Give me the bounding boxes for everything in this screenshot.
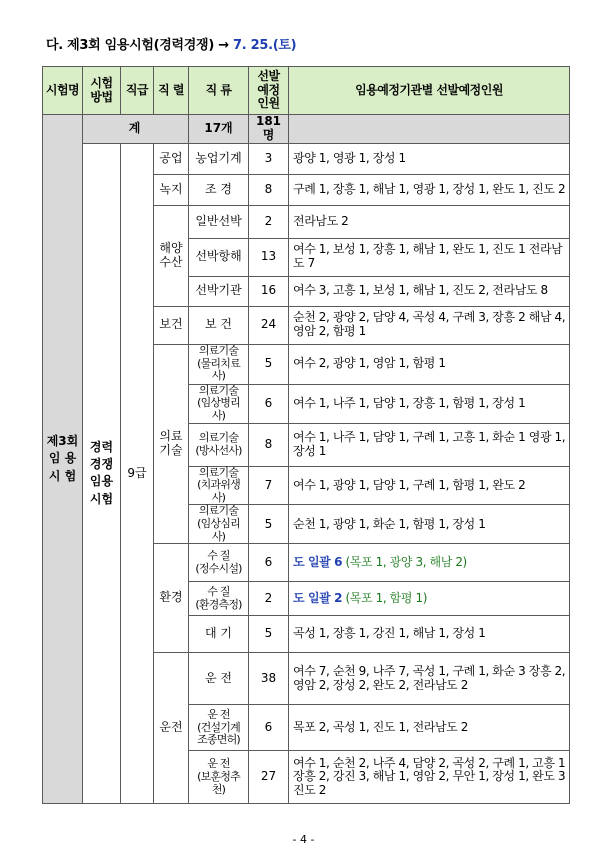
col-job-series: 직 렬	[154, 67, 189, 115]
agencies-cell: 여수 2, 광양 1, 영암 1, 함평 1	[289, 344, 570, 384]
job-type-cell: 운 전 (보훈청추천)	[189, 751, 249, 804]
exam-method-cell: 경력 경쟁 임용 시험	[83, 143, 121, 804]
agencies-cell: 여수 1, 보성 1, 장흥 1, 해남 1, 완도 1, 진도 1 전라남도 7	[289, 238, 570, 276]
agencies-cell: 순천 1, 광양 1, 화순 1, 함평 1, 장성 1	[289, 505, 570, 544]
heading-date: 7. 25.(토)	[233, 38, 297, 53]
header-row	[43, 67, 570, 115]
count-cell: 6	[249, 544, 289, 582]
count-cell: 2	[249, 582, 289, 616]
count-cell: 7	[249, 466, 289, 505]
job-type-cell: 농업기계	[189, 143, 249, 174]
job-type-cell: 선박기관	[189, 276, 249, 306]
job-type-cell: 의료기술 (치과위생사)	[189, 466, 249, 505]
total-row	[43, 115, 570, 144]
job-type-cell: 의료기술 (물리치료사)	[189, 344, 249, 384]
section-heading	[46, 34, 296, 53]
job-type-cell: 보 건	[189, 306, 249, 344]
job-series-cell: 운전	[154, 653, 189, 804]
job-series-cell: 환경	[154, 544, 189, 653]
job-type-cell: 대 기	[189, 616, 249, 653]
agencies-cell	[289, 582, 570, 616]
agencies-detail: (목포 1, 광양 3, 해남 2)	[345, 554, 467, 569]
agencies-cell: 여수 1, 순천 2, 나주 4, 담양 2, 곡성 2, 구례 1, 고흥 1 장흥 2, 강진 3, 해남 1, 영암 2, 무안 1, 장성 1, 완도 3 진도 2	[289, 751, 570, 804]
table-row	[43, 143, 570, 174]
col-exam-name: 시험명	[43, 67, 83, 115]
job-type-cell: 운 전	[189, 653, 249, 705]
col-count	[249, 67, 289, 115]
job-type-cell: 의료기술 (방사선사)	[189, 423, 249, 466]
agencies-cell: 여수 7, 순천 9, 나주 7, 곡성 1, 구례 1, 화순 3 장흥 2, 영암 2, 장성 2, 완도 2, 전라남도 2	[289, 653, 570, 705]
agencies-cell: 광양 1, 영광 1, 장성 1	[289, 143, 570, 174]
job-series-cell: 해양 수산	[154, 205, 189, 306]
agencies-cell: 전라남도 2	[289, 205, 570, 238]
col-exam-method	[83, 67, 121, 115]
job-type-cell: 의료기술 (임상심리사)	[189, 505, 249, 544]
count-cell: 2	[249, 205, 289, 238]
count-cell: 13	[249, 238, 289, 276]
count-cell: 5	[249, 616, 289, 653]
job-series-cell: 의료 기술	[154, 344, 189, 544]
agencies-main: 도 일괄 2	[293, 590, 343, 605]
col-exam-method-text: 시험 방법	[90, 75, 113, 104]
page-number: - 4 -	[292, 833, 315, 846]
job-type-cell: 의료기술 (임상병리사)	[189, 384, 249, 423]
job-type-cell: 조 경	[189, 174, 249, 205]
count-cell: 8	[249, 174, 289, 205]
col-agencies: 임용예정기관별 선발예정인원	[289, 67, 570, 115]
agencies-cell: 여수 3, 고흥 1, 보성 1, 해남 1, 진도 2, 전라남도 8	[289, 276, 570, 306]
agencies-cell: 여수 1, 광양 1, 담양 1, 구례 1, 함평 1, 완도 2	[289, 466, 570, 505]
exam-name-cell: 제3회 임 용 시 험	[43, 115, 83, 804]
count-cell: 5	[249, 505, 289, 544]
heading-prefix: 다. 제3회 임용시험(경력경쟁)	[46, 38, 214, 53]
job-series-cell: 공업	[154, 143, 189, 174]
job-type-cell: 선박항해	[189, 238, 249, 276]
total-label: 계	[83, 115, 189, 144]
recruitment-table	[42, 66, 570, 804]
job-type-cell: 일반선박	[189, 205, 249, 238]
count-cell: 27	[249, 751, 289, 804]
heading-arrow: →	[218, 38, 229, 53]
count-cell: 3	[249, 143, 289, 174]
agencies-cell	[289, 544, 570, 582]
count-cell: 24	[249, 306, 289, 344]
agencies-cell: 여수 1, 나주 1, 담양 1, 구례 1, 고흥 1, 화순 1 영광 1, 장성 1	[289, 423, 570, 466]
grade-cell: 9급	[121, 143, 154, 804]
job-type-cell: 수 질 (정수시설)	[189, 544, 249, 582]
count-cell: 5	[249, 344, 289, 384]
job-type-cell: 수 질 (환경측정)	[189, 582, 249, 616]
col-count-text: 선발 예정 인원	[257, 68, 280, 111]
job-series-cell: 보건	[154, 306, 189, 344]
agencies-cell: 구례 1, 장흥 1, 해남 1, 영광 1, 장성 1, 완도 1, 진도 2	[289, 174, 570, 205]
agencies-cell: 목포 2, 곡성 1, 진도 1, 전라남도 2	[289, 705, 570, 751]
total-types: 17개	[189, 115, 249, 144]
total-people: 181명	[249, 115, 289, 144]
count-cell: 8	[249, 423, 289, 466]
agencies-cell: 곡성 1, 장흥 1, 강진 1, 해남 1, 장성 1	[289, 616, 570, 653]
agencies-main: 도 일괄 6	[293, 554, 343, 569]
col-job-type: 직 류	[189, 67, 249, 115]
count-cell: 6	[249, 384, 289, 423]
count-cell: 38	[249, 653, 289, 705]
job-series-cell: 녹지	[154, 174, 189, 205]
col-grade: 직급	[121, 67, 154, 115]
agencies-cell: 여수 1, 나주 1, 담양 1, 장흥 1, 함평 1, 장성 1	[289, 384, 570, 423]
job-type-cell: 운 전 (건설기계 조종면허)	[189, 705, 249, 751]
count-cell: 6	[249, 705, 289, 751]
agencies-cell: 순천 2, 광양 2, 담양 4, 곡성 4, 구례 3, 장흥 2 해남 4, 영암 2, 함평 1	[289, 306, 570, 344]
agencies-detail: (목포 1, 함평 1)	[345, 590, 427, 605]
count-cell: 16	[249, 276, 289, 306]
total-empty	[289, 115, 570, 144]
